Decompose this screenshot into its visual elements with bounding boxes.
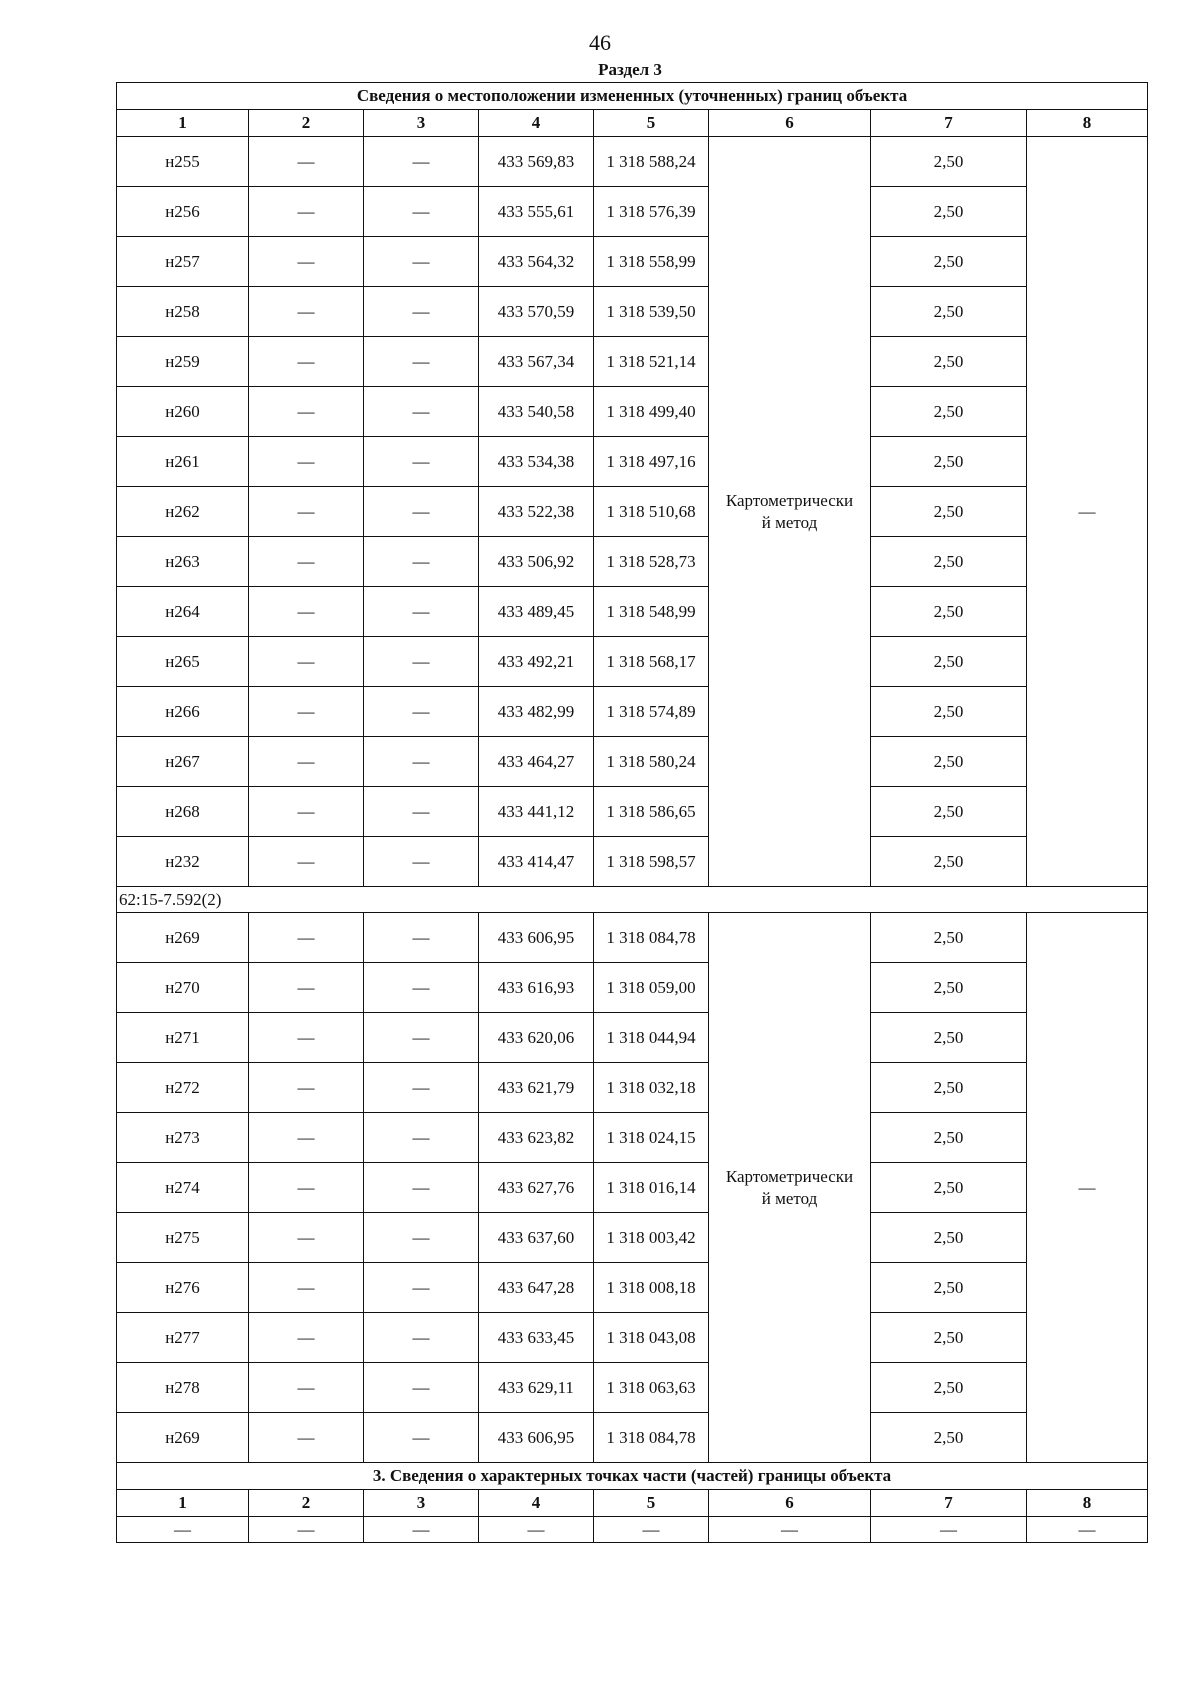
col3-value: —: [364, 787, 479, 837]
point-name: н270: [117, 963, 249, 1013]
column-number: 8: [1027, 110, 1148, 137]
point-name: н274: [117, 1163, 249, 1213]
accuracy-value: 2,50: [871, 537, 1027, 587]
x-coordinate: 433 506,92: [479, 537, 594, 587]
col2-value: —: [249, 687, 364, 737]
table2-title: [117, 1463, 1148, 1490]
col2-value: —: [249, 437, 364, 487]
accuracy-value: 2,50: [871, 637, 1027, 687]
col2-value: —: [249, 787, 364, 837]
point-name: н259: [117, 337, 249, 387]
x-coordinate: 433 489,45: [479, 587, 594, 637]
col3-value: —: [364, 1313, 479, 1363]
point-name: н257: [117, 237, 249, 287]
x-coordinate: 433 606,95: [479, 1413, 594, 1463]
column-number: 5: [594, 1490, 709, 1517]
x-coordinate: 433 627,76: [479, 1163, 594, 1213]
point-name: н263: [117, 537, 249, 587]
y-coordinate: 1 318 568,17: [594, 637, 709, 687]
y-coordinate: 1 318 576,39: [594, 187, 709, 237]
accuracy-value: 2,50: [871, 587, 1027, 637]
y-coordinate: 1 318 063,63: [594, 1363, 709, 1413]
col8-value: —: [1027, 913, 1148, 1463]
table-title: [117, 83, 1148, 110]
y-coordinate: 1 318 024,15: [594, 1113, 709, 1163]
point-name: н232: [117, 837, 249, 887]
col2-value: —: [249, 1163, 364, 1213]
x-coordinate: 433 647,28: [479, 1263, 594, 1313]
table-row: [117, 1313, 1148, 1363]
col2-value: —: [249, 1263, 364, 1313]
method-cell: [709, 137, 871, 887]
table2-row: [117, 1517, 1148, 1543]
column-number: 2: [249, 1490, 364, 1517]
empty-value: —: [479, 1517, 594, 1543]
point-name: н256: [117, 187, 249, 237]
accuracy-value: 2,50: [871, 1013, 1027, 1063]
point-name: н269: [117, 1413, 249, 1463]
table-row: [117, 387, 1148, 437]
accuracy-value: 2,50: [871, 1413, 1027, 1463]
point-name: н267: [117, 737, 249, 787]
col2-value: —: [249, 487, 364, 537]
col3-value: —: [364, 837, 479, 887]
col2-value: —: [249, 1013, 364, 1063]
y-coordinate: 1 318 558,99: [594, 237, 709, 287]
method-line: й метод: [761, 512, 818, 532]
col3-value: —: [364, 337, 479, 387]
empty-value: —: [117, 1517, 249, 1543]
y-coordinate: 1 318 008,18: [594, 1263, 709, 1313]
x-coordinate: 433 620,06: [479, 1013, 594, 1063]
col2-value: —: [249, 1113, 364, 1163]
x-coordinate: 433 492,21: [479, 637, 594, 687]
table-row: [117, 1213, 1148, 1263]
section-label: Раздел 3: [598, 60, 662, 79]
point-name: н260: [117, 387, 249, 437]
point-name: н266: [117, 687, 249, 737]
point-name: н265: [117, 637, 249, 687]
table-row: [117, 437, 1148, 487]
table-row: [117, 787, 1148, 837]
y-coordinate: 1 318 032,18: [594, 1063, 709, 1113]
point-name: н269: [117, 913, 249, 963]
point-name: н278: [117, 1363, 249, 1413]
table-row: [117, 137, 1148, 187]
column-number: 7: [871, 110, 1027, 137]
col3-value: —: [364, 1163, 479, 1213]
table-row: [117, 187, 1148, 237]
table-row: [117, 837, 1148, 887]
col2-value: —: [249, 587, 364, 637]
accuracy-value: 2,50: [871, 1113, 1027, 1163]
empty-value: —: [364, 1517, 479, 1543]
x-coordinate: 433 441,12: [479, 787, 594, 837]
table-row: [117, 1063, 1148, 1113]
col2-value: —: [249, 537, 364, 587]
method-line: Картометрически: [725, 1166, 854, 1186]
col3-value: —: [364, 687, 479, 737]
col3-value: —: [364, 1413, 479, 1463]
col3-value: —: [364, 537, 479, 587]
accuracy-value: 2,50: [871, 1063, 1027, 1113]
col3-value: —: [364, 1113, 479, 1163]
x-coordinate: 433 629,11: [479, 1363, 594, 1413]
x-coordinate: 433 522,38: [479, 487, 594, 537]
point-name: н273: [117, 1113, 249, 1163]
accuracy-value: 2,50: [871, 963, 1027, 1013]
point-name: н255: [117, 137, 249, 187]
table-row: [117, 1113, 1148, 1163]
x-coordinate: 433 414,47: [479, 837, 594, 887]
point-name: н268: [117, 787, 249, 837]
col3-value: —: [364, 737, 479, 787]
accuracy-value: 2,50: [871, 737, 1027, 787]
point-name: н272: [117, 1063, 249, 1113]
x-coordinate: 433 569,83: [479, 137, 594, 187]
col3-value: —: [364, 1263, 479, 1313]
col8-value: —: [1027, 137, 1148, 887]
col3-value: —: [364, 913, 479, 963]
x-coordinate: 433 567,34: [479, 337, 594, 387]
column-number: 4: [479, 110, 594, 137]
table-row: [117, 737, 1148, 787]
col3-value: —: [364, 1063, 479, 1113]
point-name: н258: [117, 287, 249, 337]
x-coordinate: 433 633,45: [479, 1313, 594, 1363]
table-row: [117, 1263, 1148, 1313]
x-coordinate: 433 555,61: [479, 187, 594, 237]
col2-value: —: [249, 737, 364, 787]
col3-value: —: [364, 137, 479, 187]
x-coordinate: 433 540,58: [479, 387, 594, 437]
y-coordinate: 1 318 521,14: [594, 337, 709, 387]
col2-value: —: [249, 1063, 364, 1113]
col2-value: —: [249, 337, 364, 387]
accuracy-value: 2,50: [871, 137, 1027, 187]
y-coordinate: 1 318 580,24: [594, 737, 709, 787]
column-number: 3: [364, 110, 479, 137]
y-coordinate: 1 318 084,78: [594, 913, 709, 963]
y-coordinate: 1 318 574,89: [594, 687, 709, 737]
table2-title-text: 3. Сведения о характерных точках части (частей) границы объекта: [117, 1463, 1148, 1490]
point-name: н271: [117, 1013, 249, 1063]
x-coordinate: 433 570,59: [479, 287, 594, 337]
accuracy-value: 2,50: [871, 437, 1027, 487]
table2-column-number-row: [117, 1490, 1148, 1517]
table-row: [117, 1363, 1148, 1413]
col2-value: —: [249, 1313, 364, 1363]
column-number: 6: [709, 110, 871, 137]
point-name: н264: [117, 587, 249, 637]
col3-value: —: [364, 287, 479, 337]
column-number: 6: [709, 1490, 871, 1517]
y-coordinate: 1 318 548,99: [594, 587, 709, 637]
empty-value: —: [594, 1517, 709, 1543]
col3-value: —: [364, 1363, 479, 1413]
y-coordinate: 1 318 016,14: [594, 1163, 709, 1213]
column-number: 8: [1027, 1490, 1148, 1517]
x-coordinate: 433 564,32: [479, 237, 594, 287]
accuracy-value: 2,50: [871, 1163, 1027, 1213]
col2-value: —: [249, 187, 364, 237]
col2-value: —: [249, 237, 364, 287]
column-number: 4: [479, 1490, 594, 1517]
empty-value: —: [1027, 1517, 1148, 1543]
accuracy-value: 2,50: [871, 687, 1027, 737]
table-row: [117, 287, 1148, 337]
column-number: 1: [117, 110, 249, 137]
y-coordinate: 1 318 510,68: [594, 487, 709, 537]
x-coordinate: 433 637,60: [479, 1213, 594, 1263]
accuracy-value: 2,50: [871, 487, 1027, 537]
x-coordinate: 433 616,93: [479, 963, 594, 1013]
y-coordinate: 1 318 528,73: [594, 537, 709, 587]
table-title-text: Сведения о местоположении измененных (уточненных) границ объекта: [117, 83, 1148, 110]
col3-value: —: [364, 237, 479, 287]
accuracy-value: 2,50: [871, 837, 1027, 887]
page-number: 46: [589, 30, 611, 55]
table-row: [117, 1013, 1148, 1063]
y-coordinate: 1 318 586,65: [594, 787, 709, 837]
column-number: 3: [364, 1490, 479, 1517]
col3-value: —: [364, 1013, 479, 1063]
column-number: 5: [594, 110, 709, 137]
col3-value: —: [364, 487, 479, 537]
table-row: [117, 487, 1148, 537]
col2-value: —: [249, 1413, 364, 1463]
column-number-row: [117, 110, 1148, 137]
point-name: н276: [117, 1263, 249, 1313]
y-coordinate: 1 318 059,00: [594, 963, 709, 1013]
empty-value: —: [871, 1517, 1027, 1543]
y-coordinate: 1 318 539,50: [594, 287, 709, 337]
col3-value: —: [364, 1213, 479, 1263]
y-coordinate: 1 318 497,16: [594, 437, 709, 487]
accuracy-value: 2,50: [871, 287, 1027, 337]
accuracy-value: 2,50: [871, 1363, 1027, 1413]
x-coordinate: 433 482,99: [479, 687, 594, 737]
column-number: 1: [117, 1490, 249, 1517]
empty-value: —: [709, 1517, 871, 1543]
point-name: н277: [117, 1313, 249, 1363]
accuracy-value: 2,50: [871, 1263, 1027, 1313]
x-coordinate: 433 464,27: [479, 737, 594, 787]
col3-value: —: [364, 963, 479, 1013]
x-coordinate: 433 534,38: [479, 437, 594, 487]
group-label-row: [117, 887, 1148, 913]
table-row: [117, 1163, 1148, 1213]
method-line: Картометрически: [725, 490, 854, 510]
column-number: 2: [249, 110, 364, 137]
col2-value: —: [249, 837, 364, 887]
table-row: [117, 337, 1148, 387]
col3-value: —: [364, 587, 479, 637]
accuracy-value: 2,50: [871, 913, 1027, 963]
table-row: [117, 637, 1148, 687]
table-row: [117, 237, 1148, 287]
accuracy-value: 2,50: [871, 1213, 1027, 1263]
y-coordinate: 1 318 044,94: [594, 1013, 709, 1063]
y-coordinate: 1 318 084,78: [594, 1413, 709, 1463]
y-coordinate: 1 318 598,57: [594, 837, 709, 887]
point-name: н261: [117, 437, 249, 487]
x-coordinate: 433 623,82: [479, 1113, 594, 1163]
table-row: [117, 687, 1148, 737]
x-coordinate: 433 621,79: [479, 1063, 594, 1113]
table-row: [117, 913, 1148, 963]
boundary-table: [116, 82, 1148, 1543]
method-line: й метод: [761, 1188, 818, 1208]
x-coordinate: 433 606,95: [479, 913, 594, 963]
point-name: н275: [117, 1213, 249, 1263]
col2-value: —: [249, 963, 364, 1013]
parcel-id-label: 62:15-7.592(2): [117, 887, 1148, 913]
table-row: [117, 963, 1148, 1013]
y-coordinate: 1 318 499,40: [594, 387, 709, 437]
accuracy-value: 2,50: [871, 787, 1027, 837]
col3-value: —: [364, 437, 479, 487]
col3-value: —: [364, 387, 479, 437]
table-row: [117, 537, 1148, 587]
col2-value: —: [249, 1363, 364, 1413]
accuracy-value: 2,50: [871, 387, 1027, 437]
y-coordinate: 1 318 003,42: [594, 1213, 709, 1263]
col2-value: —: [249, 637, 364, 687]
col3-value: —: [364, 637, 479, 687]
accuracy-value: 2,50: [871, 1313, 1027, 1363]
col2-value: —: [249, 1213, 364, 1263]
col3-value: —: [364, 187, 479, 237]
table-row: [117, 1413, 1148, 1463]
y-coordinate: 1 318 588,24: [594, 137, 709, 187]
point-name: н262: [117, 487, 249, 537]
empty-value: —: [249, 1517, 364, 1543]
col2-value: —: [249, 913, 364, 963]
col2-value: —: [249, 287, 364, 337]
col2-value: —: [249, 387, 364, 437]
accuracy-value: 2,50: [871, 337, 1027, 387]
accuracy-value: 2,50: [871, 237, 1027, 287]
method-cell: [709, 913, 871, 1463]
column-number: 7: [871, 1490, 1027, 1517]
accuracy-value: 2,50: [871, 187, 1027, 237]
y-coordinate: 1 318 043,08: [594, 1313, 709, 1363]
table-row: [117, 587, 1148, 637]
col2-value: —: [249, 137, 364, 187]
